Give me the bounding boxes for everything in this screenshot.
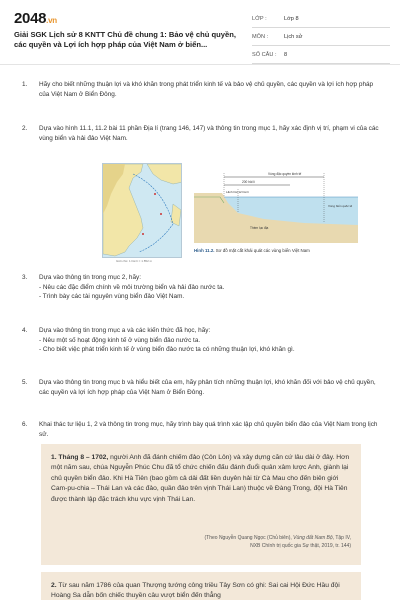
citation-post: , Tập IV, bbox=[332, 535, 351, 541]
question-number: 2. bbox=[22, 125, 28, 132]
source-box-1 bbox=[41, 444, 361, 565]
question-text: Hãy cho biết những thuận lợi và khó khăn trong phát triển kinh tế và bảo vệ chủ quyền, các quyền và lợi ích hợp pháp của Việt Nam ở Biển Đông. bbox=[39, 81, 374, 98]
zone-label-eez: Vùng đặc quyền kinh tế bbox=[268, 172, 302, 176]
question-body bbox=[39, 273, 379, 302]
brand-name: 2048 bbox=[14, 10, 47, 27]
question-text: Khai thác tư liệu 1, 2 và thông tin trong mục, hãy trình bày quá trình xác lập chủ quyền biển đảo của Việt Nam trong lịch sử. bbox=[39, 421, 378, 438]
meta-row-subject bbox=[252, 28, 390, 46]
zone-label-200nm: 200 hải lí bbox=[242, 180, 255, 184]
citation-pre: (Theo Nguyễn Quang Ngọc (Chủ biên), bbox=[204, 535, 294, 541]
meta-value: Lịch sử bbox=[284, 33, 303, 40]
document-title: Giải SGK Lịch sử 8 KNTT Chủ đề chung 1: Bảo vệ chủ quyền, các quyền và Lợi ích hợp pháp của Việt Nam ở biển... bbox=[14, 30, 236, 49]
caption-text: Sơ đồ mặt cắt khái quát các vùng biển Việt Nam bbox=[215, 248, 310, 253]
question-text: Dựa vào thông tin trong mục 2, hãy: bbox=[39, 274, 141, 281]
question-text: Dựa vào hình 11.1, 11.2 bài 11 phần Địa lí (trang 146, 147) và thông tin trong mục 1, hãy xác định vị trí, phạm vi của các vùng biển và hải đảo Việt Nam. bbox=[39, 125, 379, 142]
question-bullet: - Nêu các đặc điểm chính về môi trường biển và hải đảo nước ta. bbox=[39, 283, 225, 291]
vietnam-sea-map bbox=[102, 163, 182, 258]
figure-11-2 bbox=[102, 163, 358, 263]
meta-value: Lớp 8 bbox=[284, 15, 299, 22]
source-text bbox=[51, 453, 353, 505]
source-box-2 bbox=[41, 572, 361, 600]
meta-row-count bbox=[252, 46, 390, 64]
site-logo[interactable] bbox=[14, 10, 57, 27]
meta-value: 8 bbox=[284, 51, 288, 58]
page-header bbox=[0, 0, 400, 65]
source-text bbox=[51, 581, 353, 600]
meta-key: LỚP : bbox=[252, 15, 267, 22]
question-text: Dựa vào thông tin trong mục a và các kiến thức đã học, hãy: bbox=[39, 327, 211, 334]
figure-caption bbox=[194, 248, 364, 253]
brand-suffix: .vn bbox=[46, 16, 57, 25]
question-number: 5. bbox=[22, 379, 28, 386]
caption-label: Hình 11.2. bbox=[194, 248, 215, 253]
question-bullet: - Trình bày các tài nguyên vùng biển đảo Việt Nam. bbox=[39, 293, 185, 300]
map-scale: Giới chú: 1 hải lí = 1 852 m bbox=[116, 259, 153, 263]
question-number: 4. bbox=[22, 327, 28, 334]
zone-label-shelf: Thềm lục địa bbox=[250, 226, 269, 230]
source-lead: 1. Tháng 8 – 1702, bbox=[51, 454, 109, 461]
meta-row-grade bbox=[252, 10, 390, 28]
citation-line2: NXB Chính trị quốc gia Sự thật, 2019, tr. 144) bbox=[250, 543, 351, 549]
question-bullet: - Nêu một số hoạt động kinh tế ở vùng biển đảo nước ta. bbox=[39, 336, 201, 344]
meta-key: SỐ CÂU : bbox=[252, 51, 277, 58]
source-body: Từ sau năm 1786 của quan Thượng tướng công triều Tây Sơn có ghi: Sai cai Hội Đức Hầu đội Hoàng Sa dẫn bốn chiếc thuyền câu vượt biển đến thẳng bbox=[51, 582, 340, 600]
meta-key: MÔN : bbox=[252, 33, 269, 40]
question-bullet: - Cho biết việc phát triển kinh tế ở vùng biển đảo nước ta có những thuận lợi, khó khăn gì. bbox=[39, 346, 295, 353]
source-lead: 2. bbox=[51, 582, 57, 589]
zone-label-intl: Vùng biển quốc tế bbox=[328, 204, 353, 208]
map-graphic bbox=[103, 164, 182, 258]
sea-zone-diagram bbox=[194, 163, 358, 243]
question-body bbox=[39, 326, 379, 355]
source-citation bbox=[141, 534, 351, 550]
source-body: người Anh đã đánh chiếm đảo (Côn Lôn) và xây dựng căn cứ lâu dài ở đây. Hơn một năm sau, chúa Nguyễn Phúc Chu đã tổ chức chiến đấu đánh đuổi quân xâm lược Anh, giành lại chủ quyền biển đảo. Khi Hà Tiên (bao gồm cả dải đất liền duyên hải từ Cà Mau cho đến biên giới Cam-pu-chia – Thái Lan và các đảo, quần đảo trên vịnh Thái Lan) thuộc về Đàng Trong, đội Hà Tiên được thành lập đặc trách khu vực vịnh Thái Lan. bbox=[51, 454, 350, 503]
citation-book: Vùng đất Nam Bộ bbox=[293, 535, 333, 541]
meta-table bbox=[252, 10, 390, 64]
question-number: 1. bbox=[22, 81, 28, 88]
question-number: 3. bbox=[22, 274, 28, 281]
question-number: 6. bbox=[22, 421, 28, 428]
zone-label-territorial: Lãnh hải 12 hải lí bbox=[226, 190, 249, 194]
question-text: Dựa vào thông tin trong mục b và hiểu biết của em, hãy phân tích những thuận lợi, khó khăn đối với bảo vệ chủ quyền, các quyền và lợi ích hợp pháp của Việt Nam ở Biển Đông. bbox=[39, 379, 376, 396]
